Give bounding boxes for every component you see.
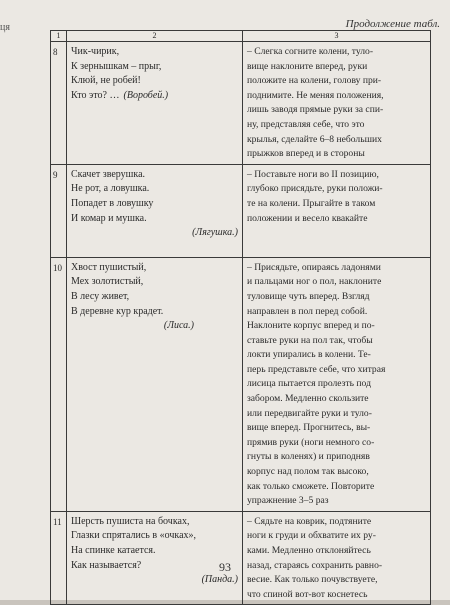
riddle-line [71,89,238,104]
riddle-cell [67,511,243,605]
table-continuation-caption: Продолжение табл. [345,18,440,30]
column-header-1: 1 [51,31,67,42]
riddle-line: В лесу живет, [71,290,130,302]
riddle-cell [67,42,243,165]
riddle-line: Чик-чирик, [71,46,120,57]
exercise-instruction: – Присядьте, опираясь ладонями и пальцами ног о пол, наклоните туловище чуть вперед. Взгляд направлен в пол перед собой. Наклоните корпус вперед и по- ставьте руки на пол так, чтобы локти упирались в колени. Те- перь представьте себе, что хитрая лисица пытается пролезть под забором. Медленно скользите или передвигайте руки и туло- вище вперед. Прогнитесь, вы- прямив руки (ноги немного со- гнуты в коленях) и приподняв корпус над полом так высоко, как только сможете. Повторите упражнение 3–5 раз [243,257,431,511]
riddle-line: Не рот, а ловушка. [71,183,150,195]
riddle-answer: (Лягушка.) [192,227,238,239]
column-header-2: 2 [67,31,243,42]
riddle-line-text: Кто это? … [71,89,120,101]
riddle-line: Шерсть пушиста на бочках, [71,515,190,527]
row-number: 11 [51,511,67,605]
riddle-cell [67,164,243,257]
exercise-instruction: – Сядьте на коврик, подтяните ноги к груди и обхватите их ру- ками. Медленно отклоняйтесь назад, стараясь сохранить равно- весие. Как только почувствуете, что спиной вот-вот коснетесь [243,511,431,605]
riddle-line: Скачет зверушка. [71,168,146,180]
column-header-3: 3 [243,31,431,42]
riddle-line: Глазки спрятались в «очках», [71,530,197,542]
riddle-line: На спинке катается. [71,545,156,556]
table-header-row [51,31,431,42]
table-row [51,257,431,511]
exercise-table [50,30,431,605]
table-row [51,42,431,165]
row-number: 8 [51,42,67,165]
row-number: 10 [51,257,67,511]
table-row [51,511,431,605]
riddle-answer: (Воробей.) [123,89,169,101]
previous-page-edge-text: ця [0,22,10,33]
table-row [51,164,431,257]
riddle-answer: (Панда.) [201,574,238,586]
riddle-line: Хвост пушистый, [71,261,147,273]
exercise-instruction: – Поставьте ноги во II позицию, глубоко присядьте, руки положи- те на колени. Прыгайте в таком положении и весело квакайте [243,164,431,257]
exercise-instruction: – Слегка согните колени, туло- вище наклоните вперед, руки положите на колени, голову при- поднимите. Не меняя положения, лишь заводя прямые руки за спи- ну, представляя себе, что это крылья, сделайте 6–8 небольших прыжков вперед и в стороны [243,42,431,165]
riddle-line: В деревне кур крадет. [71,305,164,317]
riddle-cell [67,257,243,511]
riddle-line: Как называется? [71,559,142,571]
riddle-answer: (Лиса.) [163,320,194,332]
page-number: 93 [219,560,231,574]
riddle-line: И комар и мушка. [71,212,147,224]
riddle-line: Мех золотистый, [71,276,144,288]
riddle-line: Клюй, не робей! [71,75,141,87]
riddle-line: Попадет в ловушку [71,197,154,209]
row-number: 9 [51,164,67,257]
riddle-line: К зернышкам – прыг, [71,60,162,72]
